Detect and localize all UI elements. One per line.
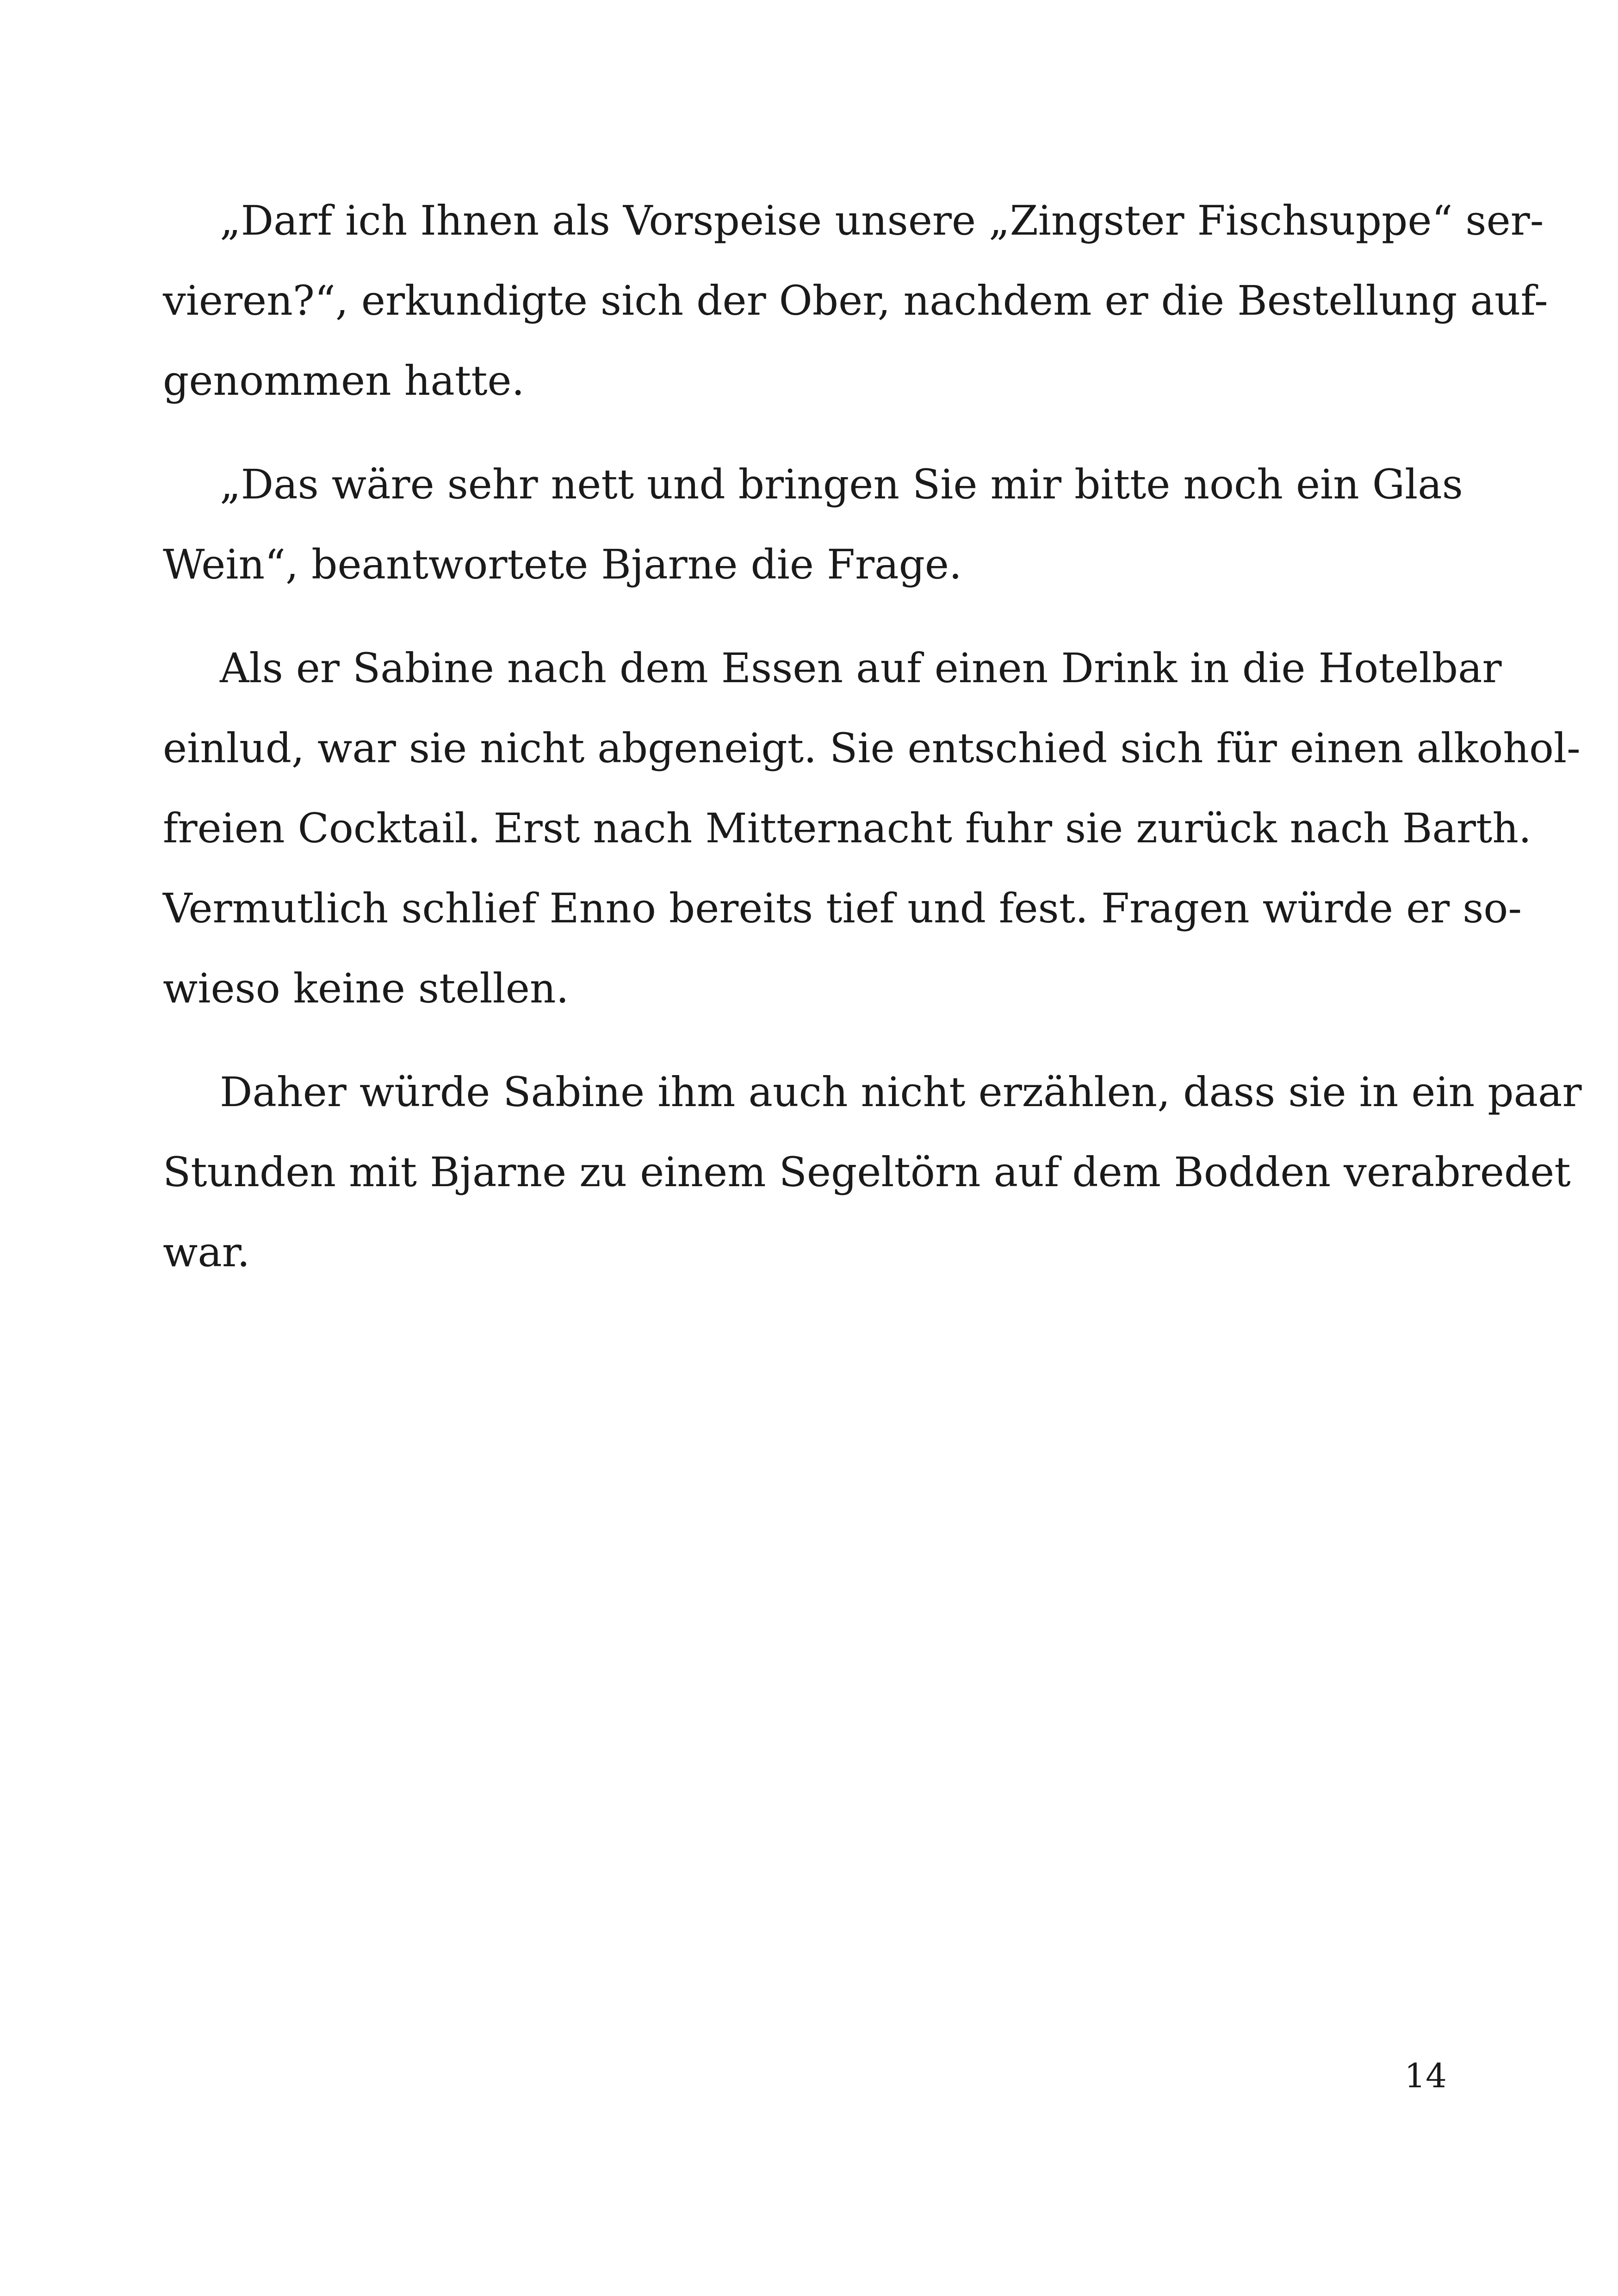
text-line: Stunden mit Bjarne zu einem Segeltörn auf dem Bodden verabredet <box>163 1148 1571 1196</box>
text-line: wieso keine stellen. <box>163 964 569 1012</box>
text-line: genommen hatte. <box>163 357 525 404</box>
text-line: „Darf ich Ihnen als Vorspeise unsere „Zingster Fischsuppe“ ser- <box>220 197 1544 244</box>
text-line: Daher würde Sabine ihm auch nicht erzählen, dass sie in ein paar <box>220 1068 1582 1116</box>
body-text <box>163 180 1582 1292</box>
text-line: Als er Sabine nach dem Essen auf einen Drink in die Hotelbar <box>220 644 1502 692</box>
paragraph-3 <box>163 628 1581 1028</box>
paragraph-4 <box>163 1052 1582 1292</box>
text-line: einlud, war sie nicht abgeneigt. Sie entschied sich für einen alkohol- <box>163 724 1581 772</box>
text-line: Wein“, beantwortete Bjarne die Frage. <box>163 541 962 588</box>
paragraph-2 <box>163 444 1463 604</box>
text-line: freien Cocktail. Erst nach Mitternacht fuhr sie zurück nach Barth. <box>163 804 1531 852</box>
paragraph-1 <box>163 180 1548 421</box>
text-line: „Das wäre sehr nett und bringen Sie mir bitte noch ein Glas <box>220 460 1463 508</box>
text-line: war. <box>163 1228 250 1276</box>
page-number: 14 <box>1404 2056 1447 2095</box>
text-line: Vermutlich schlief Enno bereits tief und fest. Fragen würde er so- <box>163 884 1522 932</box>
text-line: vieren?“, erkundigte sich der Ober, nachdem er die Bestellung auf- <box>163 277 1548 324</box>
